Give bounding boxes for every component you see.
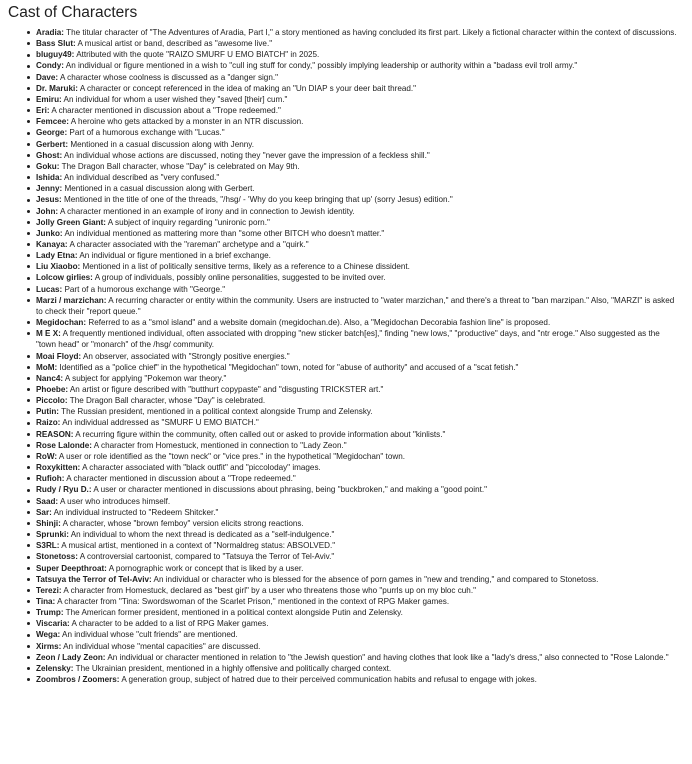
character-name: Tina: — [36, 596, 56, 606]
character-name: Lady Etna: — [36, 251, 78, 261]
list-item — [26, 139, 682, 150]
character-name: Stonetoss: — [36, 552, 78, 562]
list-item — [26, 395, 682, 406]
character-name: Wega: — [36, 630, 61, 640]
character-name: Moai Floyd: — [36, 351, 82, 361]
character-name: Raizo: — [36, 418, 61, 428]
character-name: Marzi / marzichan: — [36, 295, 107, 305]
character-description: A character to be added to a list of RPG Maker games. — [71, 619, 269, 629]
character-name: Ishida: — [36, 173, 63, 183]
character-name: Megidochan: — [36, 318, 87, 328]
character-name: Liu Xiaobo: — [36, 262, 81, 272]
character-description: An individual for whom a user wished they "saved [their] cum." — [63, 94, 288, 104]
character-description: An individual or character who is blessed for the absence of porn games in "new and trending," and compared to Stonetoss. — [153, 574, 599, 584]
list-item — [26, 27, 682, 38]
character-description: An individual to whom the next thread is dedicated as a "self-indulgence." — [70, 530, 335, 540]
list-item — [26, 484, 682, 495]
list-item — [26, 540, 682, 551]
character-name: Lucas: — [36, 284, 63, 294]
list-item — [26, 629, 682, 640]
list-item — [26, 507, 682, 518]
list-item — [26, 674, 682, 685]
character-name: Condy: — [36, 61, 64, 71]
list-item — [26, 72, 682, 83]
character-description: Part of a humorous exchange with "George." — [64, 284, 226, 294]
character-name: Zeon / Lady Zeon: — [36, 652, 106, 662]
character-name: Gerbert: — [36, 139, 69, 149]
character-name: Zelensky: — [36, 663, 74, 673]
character-description: The American former president, mentioned in a political context alongside Putin and Zelensky. — [65, 608, 403, 618]
character-description: A character associated with "black outfit" and "piccoloday" images. — [82, 463, 321, 473]
list-item — [26, 172, 682, 183]
character-description: An artist or figure described with "butthurt copypaste" and "disgusting TRICKSTER art." — [69, 385, 384, 394]
character-description: Mentioned in a casual discussion along with Jenny. — [70, 139, 255, 149]
character-name: Ghost: — [36, 150, 63, 160]
list-item — [26, 317, 682, 328]
list-item — [26, 585, 682, 596]
character-name: bluguy49: — [36, 50, 75, 60]
character-name: Zoombros / Zoomers: — [36, 675, 120, 685]
list-item — [26, 462, 682, 473]
list-item — [26, 261, 682, 272]
list-item — [26, 272, 682, 283]
list-item — [26, 150, 682, 161]
list-item — [26, 228, 682, 239]
list-item — [26, 596, 682, 607]
character-name: Jenny: — [36, 184, 63, 194]
character-name: George: — [36, 128, 68, 138]
list-item — [26, 362, 682, 373]
list-item — [26, 127, 682, 138]
character-name: Phoebe: — [36, 385, 69, 394]
character-description: A heroine who gets attacked by a monster in an NTR discussion. — [70, 117, 304, 127]
character-name: Kanaya: — [36, 239, 68, 249]
character-description: A user who introduces himself. — [59, 496, 171, 506]
character-description: Identified as a "police chief" in the hypothetical "Megidochan" town, noted for "abuse of authority" and accused of a "scat fetish." — [59, 362, 519, 372]
character-description: A generation group, subject of hatred due to their perceived communication habits and refusal to engage with jokes. — [121, 675, 537, 685]
character-description: The Dragon Ball character, whose "Day" is celebrated on May 9th. — [61, 161, 300, 171]
list-item — [26, 529, 682, 540]
list-item — [26, 116, 682, 127]
list-item — [26, 284, 682, 295]
character-name: Rose Lalonde: — [36, 440, 92, 450]
list-item — [26, 406, 682, 417]
character-name: Emiru: — [36, 94, 62, 104]
list-item — [26, 83, 682, 94]
character-description: A musical artist or band, described as "awesome live." — [77, 39, 273, 49]
character-description: A user or role identified as the "town neck" or "vice pres." in the hypothetical "Megidochan" town. — [58, 451, 405, 461]
character-description: The Ukrainian president, mentioned in a highly offensive and politically charged context. — [75, 663, 392, 673]
character-name: Roxykitten: — [36, 463, 81, 473]
character-name: Sprunki: — [36, 530, 69, 540]
list-item — [26, 328, 682, 350]
character-description: An observer, associated with "Strongly positive energies." — [82, 351, 290, 361]
character-name: Xirms: — [36, 641, 62, 651]
character-name: Jesus: — [36, 195, 62, 205]
character-description: A recurring figure within the community, often called out or asked to provide information about "kinlists." — [75, 429, 446, 439]
list-item — [26, 194, 682, 205]
character-name: Sar: — [36, 507, 52, 517]
character-name: Saad: — [36, 496, 59, 506]
character-description: A character whose coolness is discussed as a "danger sign." — [59, 72, 278, 82]
list-item — [26, 295, 682, 317]
list-item — [26, 206, 682, 217]
character-description: A character mentioned in an example of irony and in connection to Jewish identity. — [59, 206, 355, 216]
character-name: Lolcow girlies: — [36, 273, 93, 283]
list-item — [26, 183, 682, 194]
character-description: Referred to as a "smol island" and a website domain (megidochan.de). Also, a "Megidochan Decorabia fashion line" is proposed. — [88, 318, 551, 328]
character-name: Putin: — [36, 407, 60, 417]
list-item — [26, 417, 682, 428]
character-description: An individual or figure mentioned in a brief exchange. — [79, 251, 271, 261]
character-description: A user or character mentioned in discussions about phrasing, being "buckbroken," and making a "good point." — [93, 485, 487, 495]
character-description: A character, whose "brown femboy" version elicits strong reactions. — [62, 518, 304, 528]
character-name: Goku: — [36, 161, 60, 171]
character-description: A subject for applying "Pokemon war theory." — [64, 373, 227, 383]
list-item — [26, 518, 682, 529]
character-name: S3RL: — [36, 541, 60, 551]
character-description: Mentioned in the title of one of the threads, "/hsg/ - 'Why do you keep bringing that up' (sorry Jesus) edition." — [64, 195, 453, 205]
character-description: Part of a humorous exchange with "Lucas." — [69, 128, 225, 138]
list-item — [26, 60, 682, 71]
character-description: A subject of inquiry regarding "unironic porn." — [107, 217, 270, 227]
character-description: An individual mentioned as mattering more than "some other BITCH who doesn't matter." — [64, 228, 385, 238]
list-item — [26, 473, 682, 484]
character-description: A character mentioned in discussion about a "Trope redeemed." — [66, 474, 296, 484]
character-name: REASON: — [36, 429, 74, 439]
character-name: MoM: — [36, 362, 58, 372]
character-description: An individual addressed as "SMURF U EMO BIATCH." — [62, 418, 259, 428]
character-name: Trump: — [36, 608, 64, 618]
character-name: Dr. Maruki: — [36, 83, 78, 93]
list-item — [26, 641, 682, 652]
character-description: A character mentioned in discussion about a "Trope redeemed." — [51, 106, 281, 116]
character-name: Piccolo: — [36, 396, 68, 406]
character-description: A character from "Tina: Swordswoman of the Scarlet Prison," mentioned in the context of RPG Maker games. — [57, 596, 450, 606]
character-name: Dave: — [36, 72, 59, 82]
character-description: A musical artist, mentioned in a context of "Normaldreg status: ABSOLVED." — [61, 541, 336, 551]
character-name: RoW: — [36, 451, 58, 461]
character-name: Bass Slut: — [36, 39, 76, 49]
character-name: Terezi: — [36, 585, 62, 595]
list-item — [26, 250, 682, 261]
list-item — [26, 94, 682, 105]
character-name: Rudy / Ryu D.: — [36, 485, 92, 495]
page-title: Cast of Characters — [8, 4, 138, 21]
list-item — [26, 652, 682, 663]
list-item — [26, 429, 682, 440]
character-name: Eri: — [36, 106, 50, 116]
character-description: A group of individuals, possibly online personalities, suggested to be invited over. — [94, 273, 386, 283]
character-name: Super Deepthroat: — [36, 563, 107, 573]
character-name: Nanc4: — [36, 373, 64, 383]
character-name: Tatsuya the Terror of Tel-Aviv: — [36, 574, 152, 584]
character-description: An individual instructed to "Redeem Shitcker." — [53, 507, 219, 517]
list-item — [26, 607, 682, 618]
character-description: Attributed with the quote "RAIZO SMURF U EMO BIATCH" in 2025. — [76, 50, 320, 60]
character-description: The titular character of "The Adventures of Aradia, Part I," a story mentioned as having concluded its first part. Likely a fictional character within the context of discussions. — [66, 28, 677, 37]
list-item — [26, 451, 682, 462]
character-description: A character or concept referenced in the idea of making an "Un DIAP s your deer bait thread." — [79, 83, 417, 93]
character-name: Rufioh: — [36, 474, 65, 484]
list-item — [26, 496, 682, 507]
character-description: An individual or character mentioned in relation to "the Jewish question" and having clothes that look like a "lady's dress," also connected to "Rose Lalonde." — [107, 652, 669, 662]
character-description: Mentioned in a casual discussion along with Gerbert. — [64, 184, 255, 194]
character-description: A recurring character or entity within the community. Users are instructed to "water marzichan," and there's a threat to "ban marzipan." Also, "MARZI" is asked to check their "report queue." — [36, 295, 675, 316]
list-item — [26, 105, 682, 116]
list-item — [26, 38, 682, 49]
list-item — [26, 161, 682, 172]
character-name: Shinji: — [36, 518, 61, 528]
character-description: An individual whose "mental capacities" are discussed. — [63, 641, 261, 651]
character-description: Mentioned in a list of politically sensitive terms, likely as a reference to a Chinese dissident. — [82, 262, 410, 272]
character-description: The Dragon Ball character, whose "Day" is celebrated. — [69, 396, 266, 406]
list-item — [26, 551, 682, 562]
character-description: A frequently mentioned individual, often associated with dropping "new sticker batch[es]," finding "new lows," "productive" days, and "ntr eroge." Also suggested as the "town head" or "monarch" of the /hsg/ community. — [36, 329, 660, 350]
character-description: An individual described as "very confused." — [64, 173, 220, 183]
list-item — [26, 384, 682, 395]
character-description: An individual whose "cult friends" are mentioned. — [62, 630, 238, 640]
list-item — [26, 574, 682, 585]
character-description: An individual or figure mentioned in a wish to "cull ing stuff for condy," possibly implying leadership or authority within a "badass evil troll army." — [65, 61, 578, 71]
character-description: A character from Homestuck, mentioned in connection to "Lady Zeon." — [93, 440, 347, 450]
character-description: A controversial cartoonist, compared to "Tatsuya the Terror of Tel-Aviv." — [79, 552, 335, 562]
character-description: A character from Homestuck, declared as "best girl" by a user who threatens those who "purrls up on my bloc cuh." — [63, 585, 476, 595]
list-item — [26, 663, 682, 674]
list-item — [26, 49, 682, 60]
list-item — [26, 440, 682, 451]
list-item — [26, 373, 682, 384]
list-item — [26, 618, 682, 629]
character-name: M E X: — [36, 329, 61, 339]
list-item — [26, 217, 682, 228]
list-item — [26, 351, 682, 362]
character-description: A character associated with the "rareman" archetype and a "quirk." — [69, 239, 309, 249]
character-name: Viscaria: — [36, 619, 70, 629]
character-list — [8, 27, 682, 685]
list-item — [26, 239, 682, 250]
character-description: An individual whose actions are discussed, noting they "never gave the impression of a feckless shill." — [64, 150, 430, 160]
character-name: Aradia: — [36, 28, 64, 37]
character-name: Jolly Green Giant: — [36, 217, 106, 227]
character-name: John: — [36, 206, 59, 216]
character-description: A pornographic work or concept that is liked by a user. — [108, 563, 304, 573]
character-description: The Russian president, mentioned in a political context alongside Trump and Zelensky. — [61, 407, 373, 417]
list-item — [26, 563, 682, 574]
character-name: Junko: — [36, 228, 63, 238]
character-name: Femcee: — [36, 117, 69, 127]
